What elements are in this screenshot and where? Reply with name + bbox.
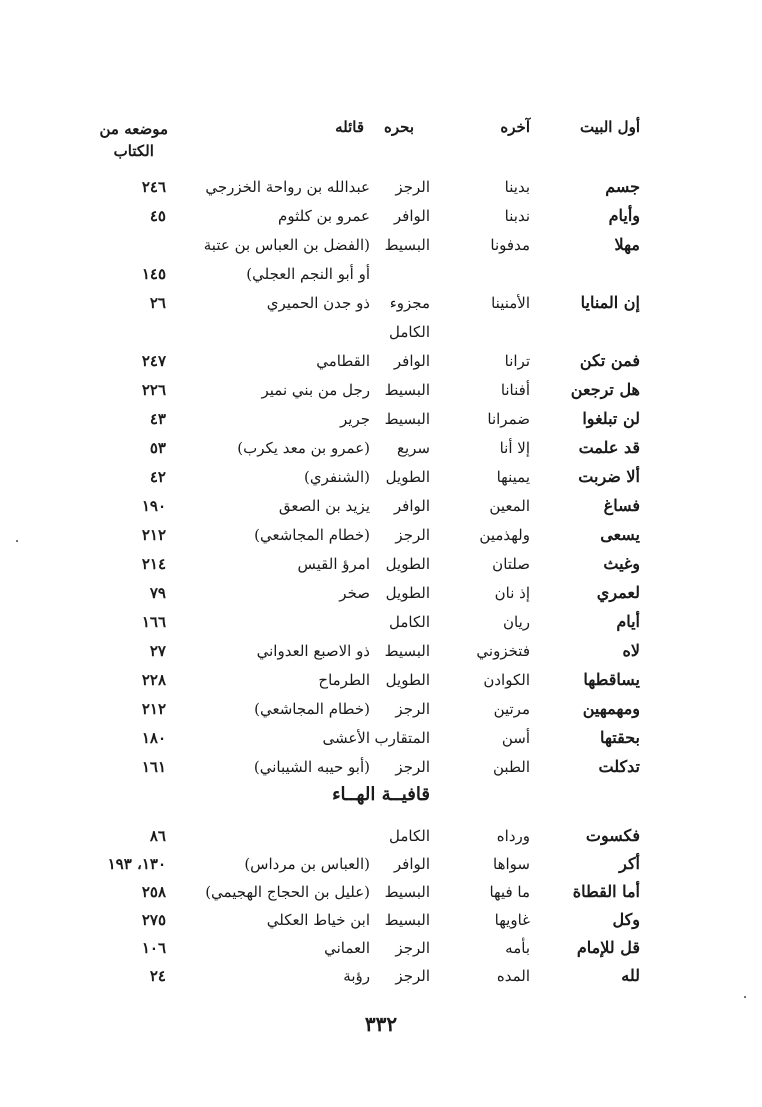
index-row [0, 493, 762, 519]
index-row [0, 696, 762, 722]
first-line-cell: لله [621, 966, 640, 985]
last-word-cell: الطبن [493, 758, 530, 776]
poet-cell: (الفضل بن العباس بن عتبة [203, 236, 370, 254]
first-line-cell: قل للإمام [576, 938, 640, 957]
last-word-cell: ما فيها [489, 883, 530, 901]
poet-cell: صخر [339, 584, 370, 602]
meter-cell: البسيط [384, 236, 430, 254]
index-row [0, 754, 762, 780]
page-ref-cell: ٥٣ [149, 439, 166, 457]
first-line-cell: يسعى [600, 525, 640, 544]
meter-cell: الطويل [385, 468, 430, 486]
poet-cell: ابن خياط العكلي [266, 911, 370, 929]
poet-cell: (العباس بن مرداس) [244, 855, 370, 873]
index-row [0, 232, 762, 258]
index-row [0, 551, 762, 577]
meter-cell: الرجز [395, 939, 430, 957]
header-meter: بحره [384, 118, 414, 136]
first-line-cell: قد علمت [578, 438, 640, 457]
last-word-cell: بدينا [504, 178, 530, 196]
page-ref-cell: ٤٥ [149, 207, 166, 225]
page-ref-cell: ٧٩ [149, 584, 166, 602]
last-word-cell: غاويها [494, 911, 530, 929]
poet-cell: رؤبة [343, 967, 370, 985]
last-word-cell: سواها [493, 855, 530, 873]
last-word-cell: ريان [502, 613, 530, 631]
poet-cell: جرير [340, 410, 370, 428]
first-line-cell: مهلا [614, 235, 640, 254]
meter-cell: المتقارب [374, 729, 430, 747]
index-row [0, 823, 762, 849]
page-ref-cell: ١٦٦ [141, 613, 166, 631]
poet-cell: (خطام المجاشعي) [254, 526, 370, 544]
poet-cell: (عمرو بن معد يكرب) [237, 439, 370, 457]
meter-cell: الكامل [389, 827, 430, 845]
index-row [0, 667, 762, 693]
last-word-cell: ولهذمين [479, 526, 530, 544]
meter-cell: الوافر [393, 497, 430, 515]
last-word-cell: إلا أنا [499, 439, 530, 457]
meter-cell: سريع [396, 439, 430, 457]
last-word-cell: ندبنا [504, 207, 530, 225]
page-ref-cell: ٨٦ [149, 827, 166, 845]
meter-cell: الوافر [393, 352, 430, 370]
index-row [0, 907, 762, 933]
meter-cell: الرجز [395, 758, 430, 776]
last-word-cell: إذ نان [494, 584, 530, 602]
section-title-rhyme-ha: قافيــة الهــاء [332, 784, 430, 805]
index-row [0, 377, 762, 403]
first-line-cell: يساقطها [583, 670, 640, 689]
meter-cell: الطويل [385, 555, 430, 573]
page-ref-cell: ٢٧٥ [141, 911, 166, 929]
last-word-cell: الكوادن [483, 671, 530, 689]
last-word-cell: المعين [489, 497, 530, 515]
last-word-cell: أفنانا [500, 381, 530, 399]
page-ref-cell: ٤٣ [149, 410, 166, 428]
first-line-cell: أيام [616, 612, 640, 631]
page-ref-cell: ٢٦ [149, 294, 166, 312]
page-ref-cell: ٢٤٦ [141, 178, 166, 196]
poet-cell: ذو جدن الحميري [266, 294, 370, 312]
page-ref-cell: ١٠٦ [141, 939, 166, 957]
index-row [0, 638, 762, 664]
last-word-cell: يمينها [496, 468, 530, 486]
last-word-cell: مدفونا [490, 236, 530, 254]
index-row [0, 319, 762, 345]
index-row [0, 879, 762, 905]
page-ref-cell: ٢١٤ [141, 555, 166, 573]
meter-cell: الرجز [395, 178, 430, 196]
first-line-cell: أما القطاة [572, 882, 640, 901]
index-row [0, 464, 762, 490]
page-ref-cell: ٢٢٨ [141, 671, 166, 689]
poet-cell: أو أبو النجم العجلي) [246, 265, 370, 283]
page-ref-cell: ٢٢٦ [141, 381, 166, 399]
first-line-cell: جسم [605, 177, 640, 196]
page-ref-cell: ١٩٠ [141, 497, 166, 515]
first-line-cell: بحقتها [600, 728, 640, 747]
meter-cell: البسيط [384, 883, 430, 901]
index-row [0, 174, 762, 200]
last-word-cell: صلتان [492, 555, 530, 573]
index-row [0, 290, 762, 316]
first-line-cell: وكل [612, 910, 640, 929]
poet-cell: عمرو بن كلثوم [278, 207, 370, 225]
meter-cell: الرجز [395, 700, 430, 718]
last-word-cell: المده [496, 967, 530, 985]
last-word-cell: مرتين [493, 700, 530, 718]
first-line-cell: ومهمهين [582, 699, 640, 718]
meter-cell: البسيط [384, 911, 430, 929]
poet-cell: عبدالله بن رواحة الخزرجي [205, 178, 370, 196]
index-row [0, 435, 762, 461]
last-word-cell: بأمه [505, 939, 530, 957]
header-poet: قائله [335, 118, 364, 136]
meter-cell: البسيط [384, 642, 430, 660]
scan-speck [744, 996, 746, 998]
last-word-cell: فتخزوني [476, 642, 530, 660]
index-row [0, 348, 762, 374]
index-row [0, 406, 762, 432]
first-line-cell: إن المنايا [580, 293, 640, 312]
poet-cell: الأعشى [322, 729, 370, 747]
page-ref-cell: ١٤٥ [141, 265, 166, 283]
page-ref-cell: ٢٤٧ [141, 352, 166, 370]
page-number: ٣٣٢ [364, 1012, 398, 1036]
first-line-cell: وغيث [603, 554, 640, 573]
page-ref-cell: ١٣٠، ١٩٣ [107, 855, 166, 873]
first-line-cell: فساغ [603, 496, 640, 515]
page-ref-cell: ٢٥٨ [141, 883, 166, 901]
page-ref-cell: ١٨٠ [141, 729, 166, 747]
header-page-location [100, 118, 168, 162]
first-line-cell: فمن تكن [579, 351, 640, 370]
poet-cell: (الشنفري) [304, 468, 370, 486]
first-line-cell: لن تبلغوا [582, 409, 640, 428]
poet-cell: الطرماح [318, 671, 370, 689]
first-line-cell: ألا ضربت [578, 467, 640, 486]
meter-cell: مجزوء [389, 294, 430, 312]
index-row [0, 261, 762, 287]
page-ref-cell: ٢١٢ [141, 700, 166, 718]
header-page-line2: الكتاب [113, 142, 154, 160]
page-ref-cell: ٢٤ [149, 967, 166, 985]
meter-cell: الكامل [389, 323, 430, 341]
last-word-cell: ترانا [504, 352, 530, 370]
index-row [0, 851, 762, 877]
meter-cell: الطويل [385, 584, 430, 602]
first-line-cell: لاه [622, 641, 640, 660]
poet-cell: (أبو حيبه الشيباني) [253, 758, 370, 776]
poet-cell: القطامي [316, 352, 370, 370]
index-row [0, 725, 762, 751]
meter-cell: البسيط [384, 381, 430, 399]
header-page-line1: موضعه من [99, 120, 168, 138]
meter-cell: الرجز [395, 526, 430, 544]
last-word-cell: أسن [501, 729, 530, 747]
last-word-cell: ضمرانا [487, 410, 530, 428]
meter-cell: الرجز [395, 967, 430, 985]
poet-cell: (عليل بن الحجاج الهجيمي) [205, 883, 370, 901]
meter-cell: البسيط [384, 410, 430, 428]
index-row [0, 935, 762, 961]
last-word-cell: ورداه [496, 827, 530, 845]
meter-cell: الطويل [385, 671, 430, 689]
page-ref-cell: ٤٢ [149, 468, 166, 486]
first-line-cell: تدكلت [598, 757, 640, 776]
poet-cell: ذو الاصبع العدواني [256, 642, 370, 660]
index-row [0, 580, 762, 606]
poet-cell: العماني [324, 939, 370, 957]
poet-cell: (خطام المجاشعي) [254, 700, 370, 718]
poet-cell: رجل من بني نمير [261, 381, 370, 399]
index-row [0, 963, 762, 989]
header-last-word: آخره [500, 118, 530, 136]
poet-cell: يزيد بن الصعق [278, 497, 370, 515]
scan-speck [16, 540, 18, 542]
first-line-cell: وأيام [608, 206, 640, 225]
index-row [0, 203, 762, 229]
meter-cell: الوافر [393, 855, 430, 873]
header-first-line: أول البيت [579, 118, 640, 136]
page-ref-cell: ٢١٢ [141, 526, 166, 544]
meter-cell: الكامل [389, 613, 430, 631]
index-row [0, 522, 762, 548]
first-line-cell: هل ترجعن [570, 380, 640, 399]
meter-cell: الوافر [393, 207, 430, 225]
first-line-cell: لعمري [596, 583, 640, 602]
poet-cell: امرؤ القيس [297, 555, 370, 573]
page-ref-cell: ١٦١ [141, 758, 166, 776]
first-line-cell: فكسوت [585, 826, 640, 845]
index-row [0, 609, 762, 635]
last-word-cell: الأمنينا [491, 294, 530, 312]
first-line-cell: أكر [619, 854, 640, 873]
page-ref-cell: ٢٧ [149, 642, 166, 660]
